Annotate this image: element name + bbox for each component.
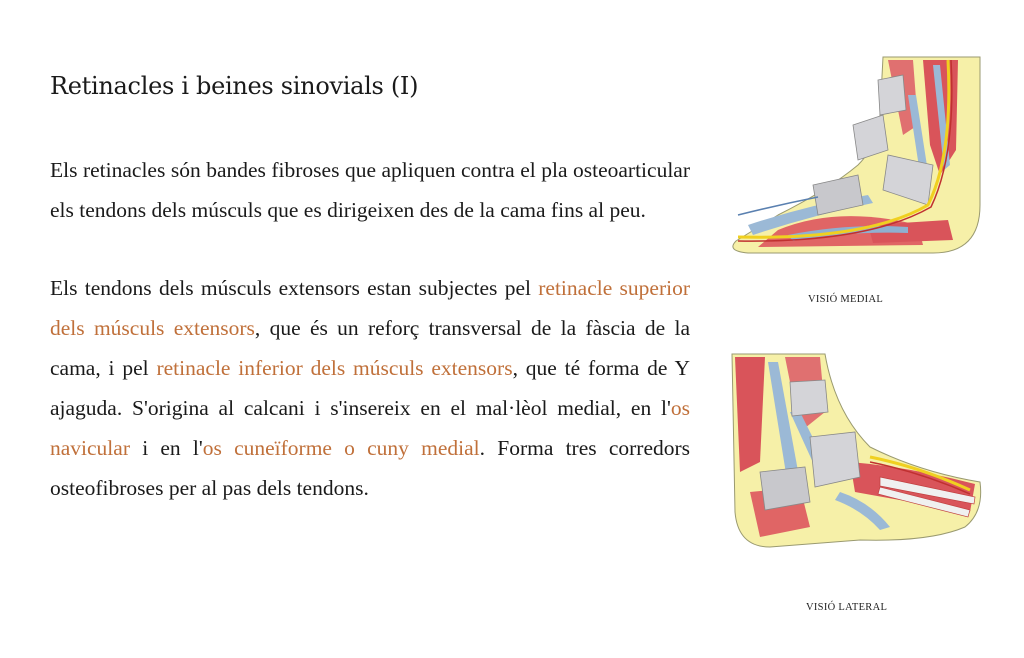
caption-lateral: VISIÓ LATERAL <box>806 602 888 613</box>
paragraph-intro: Els retinacles són bandes fibroses que apliquen contra el pla osteoarticular els tendons dels músculs que es dirigeixen des de la cama fins al peu. <box>50 158 690 222</box>
paragraph-extensors <box>50 268 690 508</box>
link-retinacle-inferior[interactable]: retinacle inferior dels músculs extensors <box>156 356 513 380</box>
link-os-navicular[interactable]: os navicular <box>50 396 690 460</box>
body-text <box>50 150 690 546</box>
text-segment: Els tendons dels músculs extensors estan subjectes pel <box>50 276 539 300</box>
figure-medial-view <box>718 55 983 255</box>
link-retinacle-superior[interactable]: retinacle superior dels músculs extensors <box>50 276 690 340</box>
text-segment: , que té forma de Y ajaguda. S'origina al calcani i s'insereix en el mal·lèol medial, en l' <box>50 356 691 420</box>
link-os-cuneiforme[interactable]: os cuneïforme o cuny medial <box>202 436 480 460</box>
foot-lateral-illustration <box>730 352 985 552</box>
caption-medial: VISIÓ MEDIAL <box>808 294 884 305</box>
text-segment: . Forma tres corredors osteofibroses per al pas dels tendons. <box>50 436 691 500</box>
foot-medial-illustration <box>718 55 983 255</box>
text-segment: , que és un reforç transversal de la fàscia de la cama, i pel <box>50 316 690 380</box>
figure-lateral-view <box>730 352 985 552</box>
page-title: Retinacles i beines sinovials (I) <box>50 72 419 100</box>
text-segment: i en l' <box>130 436 203 460</box>
